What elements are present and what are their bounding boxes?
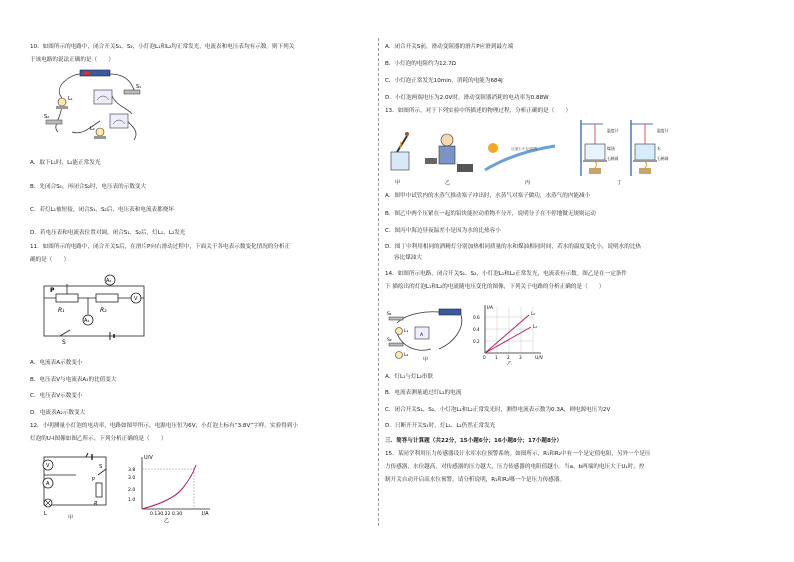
label-a1: A₁ — [84, 318, 90, 324]
caption-yi: 乙 — [507, 361, 513, 365]
label-s1: S₁ — [387, 312, 392, 317]
label-p: P — [92, 477, 96, 483]
bulb-l2-icon — [96, 128, 104, 136]
caption-jia: 甲 — [68, 515, 74, 521]
question-14 — [385, 271, 769, 291]
wire — [56, 106, 62, 132]
q10-stem-line1: 10．如图所示的电路中，闭合开关S₁、S₂，小灯泡L₁和L₂均正常发光，电流表和电压表均有示数。则下列关 — [30, 44, 295, 50]
q11-stem-line1: 11．如图所示的电路中，闭合开关S后，在滑片P向右滑动过程中，下面关于各电表示数变化情况的分析正 — [30, 244, 291, 250]
q14-option-c: C．闭合开关S₁、S₂，小灯泡L₁和L₂正常发光时，测得电流表示数为0.3A，则电源电压为2V — [385, 407, 611, 413]
fig-jia — [391, 132, 409, 186]
label-l1: L₁ — [404, 329, 409, 334]
fig-ding-label: 温度计 — [657, 128, 669, 133]
caption-jia: 甲 — [423, 357, 429, 363]
q15-line1: 15．某同学利用压力传感器设计水库水位预警系统。如图所示，R₁和R₂中有一个是定值电阻，另外一个是压 — [385, 451, 651, 457]
caption-yi: 乙 — [164, 518, 170, 523]
q14-option-a: A．灯L₁与灯L₂串联 — [385, 374, 434, 380]
y-tick: 2.0 — [128, 488, 136, 493]
section-3-heading: 三．简答与计算题（共22分，15小题6分；16小题8分；17小题8分） — [385, 438, 563, 444]
line-label-l2: L₂ — [533, 324, 538, 329]
label-s1: S₁ — [136, 84, 142, 90]
stopper-icon — [405, 132, 409, 136]
y-tick: 0.2 — [473, 339, 480, 344]
resistor-r2-icon — [96, 294, 118, 302]
fig-bing — [485, 143, 555, 186]
caption-jia: 甲 — [395, 180, 401, 186]
wire — [59, 74, 80, 98]
bulb-l2-icon — [396, 352, 403, 359]
question-15 — [385, 451, 769, 484]
question-11 — [30, 244, 370, 264]
q12-option-d: D．小灯泡两端电压为2.0V时，滑动变阻器消耗的电功率为0.88W — [385, 95, 549, 101]
q14-circuit-figure — [387, 303, 467, 363]
label-l2: L₂ — [404, 353, 409, 358]
voltmeter-icon — [94, 90, 112, 104]
label-v: V — [134, 296, 138, 302]
q14-option-d: D．只断开开关S₁时，灯L₁、L₂仍然正常发光 — [385, 423, 496, 429]
label-r1: R₁ — [58, 307, 65, 314]
u-i-curve — [142, 465, 196, 509]
q10-option-a: A．取下L₁时，L₂能正常发光 — [30, 160, 101, 166]
q12-option-a: A．闭合开关S前，滑动变阻器的滑片P应滑到最左端 — [385, 44, 514, 50]
caption-yi: 乙 — [445, 180, 451, 186]
line-label-l1: L₁ — [531, 311, 536, 316]
x-ticks: 0.130.22 0.30 — [150, 512, 183, 517]
q13-option-b: B．图乙中两个压紧在一起的铅块能拉动重物不分开，说明分子在不停地做无规则运动 — [385, 211, 596, 217]
q12-option-c: C．小灯泡正常发光10min，消耗的电能为684J — [385, 78, 503, 84]
right-column — [385, 0, 769, 562]
fig-bing-label: 压缩引火仪/烟雾 — [511, 147, 538, 151]
x-axis-label: U/V — [535, 356, 544, 361]
fig-yi — [425, 134, 473, 186]
q13-option-a: A．图甲中试管内的水蒸气推动塞子冲出时，水蒸气对塞子做功，水蒸气的内能减小 — [385, 193, 591, 199]
l1-line — [485, 315, 529, 353]
q11-option-d: D．电流表A₂示数变大 — [30, 410, 86, 416]
burner-icon — [391, 152, 409, 170]
sun-icon — [488, 143, 498, 153]
fig-ding-label: 石棉网 — [657, 156, 669, 161]
label-l1: L₁ — [68, 96, 73, 102]
label-r2: R₂ — [100, 307, 107, 314]
q11-circuit-figure — [40, 272, 150, 346]
y-tick: 1.0 — [128, 498, 136, 503]
label-s2: S₂ — [44, 114, 50, 120]
q15-line2: 力传感器，水位越高，对传感器的压力越大，压力传感器的电阻值越小。当a、b两端的电压大于U₁时，控 — [385, 463, 645, 470]
left-column — [30, 0, 370, 562]
x-tick: 2 — [507, 355, 510, 360]
ammeter-icon — [110, 114, 128, 128]
bulb-l1-icon — [58, 98, 66, 106]
label-s: S — [99, 464, 103, 470]
flame-icon — [645, 162, 647, 168]
q13-stem: 13．如图所示，对于下列实验中所描述的物理过程，分析正确的是（ ） — [385, 108, 572, 114]
label-s: S — [62, 339, 66, 346]
lamp-base-icon — [56, 106, 68, 109]
battery-cell-icon — [84, 71, 90, 75]
y-axis-label: I/A — [487, 306, 494, 311]
fig-ding-label: 石棉网 — [607, 156, 619, 161]
q11-stem-line2: 确的是（ ） — [30, 256, 70, 263]
column-divider — [378, 38, 379, 526]
q13-option-d: D．图丁中利用相同的酒精灯分别加热相同质量的水和煤油相同时间，若水的温度变化小，说明水的比热 — [385, 244, 642, 250]
switch-s1-icon — [124, 90, 140, 94]
resistor-r1-icon — [56, 294, 78, 302]
label-s2: S₂ — [387, 338, 392, 343]
q14-option-b: B．电流表测量通过灯L₂的电流 — [385, 390, 462, 396]
label-a: A — [46, 481, 50, 487]
label-v: V — [46, 463, 50, 469]
wire — [397, 312, 439, 323]
label-p: P — [50, 287, 55, 294]
question-10 — [30, 44, 370, 64]
test-tube-icon — [397, 136, 407, 152]
q10-option-c: C．若灯L₁被短接，闭合S₁、S₂后，电压表和电流表都烧坏 — [30, 207, 174, 213]
label-l2: L₂ — [90, 126, 95, 132]
q12-stem-line1: 12．小明测量小灯泡的电功率，电路如图甲所示，电源电压恒为6V，小灯泡上标有“3.8V”字样。实验得到小 — [30, 423, 298, 429]
battery-icon — [439, 309, 461, 315]
question-12 — [30, 423, 370, 443]
q14-graph-figure — [471, 303, 551, 365]
y-tick: 3.0 — [128, 476, 136, 481]
q12-circuit-figure — [36, 451, 120, 521]
asbestos-net-icon — [583, 160, 607, 162]
x-tick: 0 — [483, 355, 486, 360]
q11-option-a: A．电流表A示数变小 — [30, 360, 83, 366]
switch-s2-icon — [46, 120, 62, 124]
q11-option-b: B．电压表V与电流表A₁的比值变大 — [30, 377, 117, 383]
wire — [112, 96, 132, 114]
alcohol-lamp-icon — [589, 168, 601, 174]
q12-option-b: B．小灯泡的电阻约为12.7Ω — [385, 61, 456, 67]
x-axis-label: I/A — [202, 511, 209, 517]
rheostat-icon — [96, 483, 102, 497]
q12-graph-figure — [122, 451, 218, 523]
flame-icon — [400, 142, 401, 148]
flame-icon — [595, 162, 597, 168]
battery-icon — [86, 453, 88, 457]
label-a2: A₂ — [106, 278, 112, 284]
beaker-icon — [585, 144, 605, 160]
q14-stem-line2: 下 描绘出的灯泡L₁和L₂的电流随电压变化的图像，下列关于电路的分析正确的是（ ） — [385, 283, 605, 290]
switch-s2-icon — [389, 343, 403, 346]
fig-ding-label: 煤油 — [607, 146, 615, 151]
label-r: R — [94, 501, 98, 507]
q13-option-d-cont: 容比煤油大 — [394, 255, 422, 261]
asbestos-net-icon — [633, 160, 657, 162]
y-tick: 0.4 — [473, 327, 480, 332]
y-axis-label: U/V — [144, 455, 153, 461]
caption-ding: 丁 — [617, 180, 623, 186]
switch-s-icon — [60, 330, 70, 336]
wire — [110, 74, 134, 90]
x-tick: 3 — [519, 355, 522, 360]
fig-ding — [581, 120, 669, 186]
person-body-icon — [439, 146, 455, 164]
wire — [439, 315, 462, 349]
q10-option-b: B．先闭合S₁，再闭合S₂时，电压表的示数变大 — [30, 184, 147, 190]
q13-option-c: C．图丙中海边昼夜温差小是因为水的比热容小 — [385, 228, 501, 234]
fig-ding-label: 温度计 — [607, 128, 619, 133]
alcohol-lamp-icon — [639, 168, 651, 174]
y-tick: 0.6 — [473, 315, 480, 320]
label-a: A — [420, 333, 424, 338]
q10-stem-line2: 于该电路的说法正确的是（ ） — [30, 56, 114, 63]
bulb-l1-icon — [396, 328, 403, 335]
q11-option-c: C．电压表V示数变小 — [30, 393, 83, 399]
q13-figures — [385, 118, 769, 190]
label-l: L — [44, 511, 47, 517]
q10-circuit-figure — [42, 66, 152, 146]
beaker-icon — [635, 144, 655, 160]
person-head-icon — [441, 134, 453, 146]
y-tick: 3.8 — [128, 468, 136, 473]
lead-block-icon — [425, 158, 437, 164]
weight-icon — [457, 164, 473, 172]
switch-s1-icon — [389, 317, 403, 320]
q12-stem-line2: 灯泡的U-I图像如图乙所示。下列分析正确的是（ ） — [30, 435, 167, 442]
l2-line — [485, 327, 531, 353]
q14-stem-line1: 14．如图所示电路，闭合开关S₁、S₂，小灯泡L₁和L₂正常发光，电流表有示数。图乙是在一定条件 — [385, 271, 627, 277]
lamp-base-icon — [94, 136, 106, 139]
q15-line3: 制开关自动开启高水位预警。请分析说明，R₁和R₂哪一个是压力传感器。 — [385, 476, 566, 483]
caption-bing: 丙 — [525, 180, 531, 186]
x-tick: 1 — [495, 355, 498, 360]
q10-option-d: D．若电压表和电流表位置对调，闭合S₁、S₂后，灯L₁、L₂发光 — [30, 230, 186, 236]
fig-ding-label: 水 — [657, 146, 661, 151]
